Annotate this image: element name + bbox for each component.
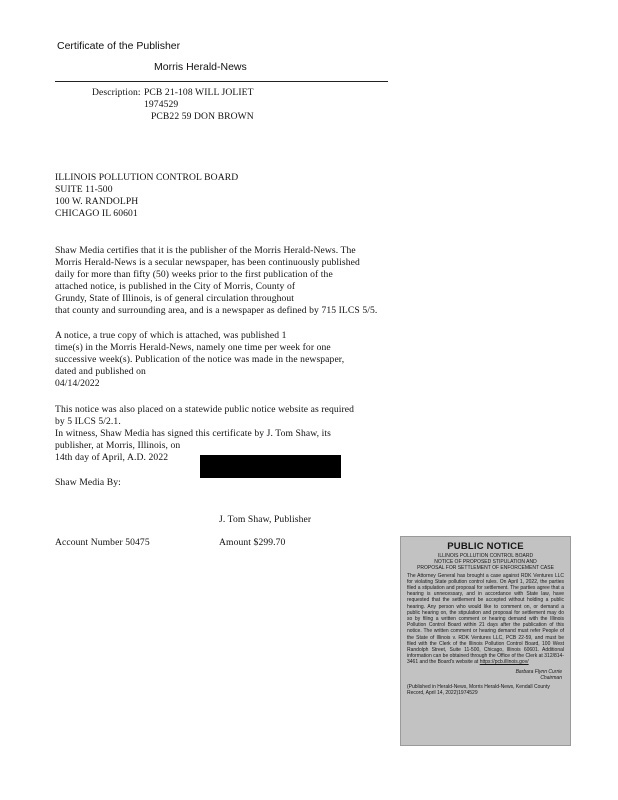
paragraph-line: by 5 ILCS 5/2.1. [55, 415, 121, 427]
clipping-body [407, 573, 564, 666]
publication-date: 04/14/2022 [55, 377, 100, 389]
paragraph-line: time(s) in the Morris Herald-News, namely one time per week for one [55, 341, 331, 353]
paragraph-line: attached notice, is published in the City of Morris, County of [55, 280, 296, 292]
header-divider [55, 81, 388, 82]
clipping-subhead: PROPOSAL FOR SETTLEMENT OF ENFORCEMENT CASE [417, 565, 554, 572]
paragraph-line: dated and published on [55, 365, 146, 377]
paragraph-line: Morris Herald-News is a secular newspaper, has been continuously published [55, 256, 360, 268]
clipping-url: https://pcb.illinois.gov/ [479, 659, 529, 666]
public-notice-clipping [400, 536, 571, 746]
clipping-subhead: NOTICE OF PROPOSED STIPULATION AND [434, 559, 537, 566]
clipping-body-text: The Attorney General has brought a case against RDK Ventures LLC for violating State pollution control rules. On April 1, 2022, the parties filed a stipulation and proposal for settlement. The parties agree that a hearing is unnecessary, and in accordance with State law, have requested that the settlement be accepted without holding a public hearing. Any person who would like to comment on, or demand a public hearing on, the stipulation and proposal for settlement may do so by filing a written comment or hearing demand with the Illinois Pollution Control Board within 21 days after the publication of this notice. The written comment or hearing demand must refer People of the State of Illinois v. RDK Ventures LLC, PCB 22-59, and must be filed with the Clerk of the Illinois Pollution Control Board, 100 West Randolph Street, Suite 11-500, Chicago, Illinois 60601. Additional information can be obtained through the Office of the Clerk at 312/814-3461 and the Board's website at [407, 572, 564, 666]
address-line: SUITE 11-500 [55, 183, 113, 195]
clipping-signer-name: Barbara Flynn Currie [515, 668, 562, 675]
description-label: Description: [92, 87, 141, 98]
certification-paragraph [55, 245, 377, 316]
description-lines [144, 87, 254, 123]
paragraph-line: Grundy, State of Illinois, is of general circulation throughout [55, 292, 295, 304]
paragraph-line: daily for more than fifty (50) weeks prior to the first publication of the [55, 268, 333, 280]
address-line: CHICAGO IL 60601 [55, 207, 138, 219]
paragraph-line: 14th day of April, A.D. 2022 [55, 451, 169, 463]
recipient-address [55, 172, 238, 220]
clipping-heading: PUBLIC NOTICE [447, 541, 524, 552]
paragraph-line: publisher, at Morris, Illinois, on [55, 439, 181, 451]
certificate-title: Certificate of the Publisher [57, 40, 181, 52]
newspaper-name: Morris Herald-News [154, 61, 247, 73]
description-line: PCB22 59 DON BROWN [151, 110, 254, 122]
address-line: 100 W. RANDOLPH [55, 195, 139, 207]
paragraph-line: successive week(s). Publication of the notice was made in the newspaper, [55, 353, 345, 365]
paragraph-line: A notice, a true copy of which is attached, was published 1 [55, 330, 287, 341]
paragraph-line: that county and surrounding area, and is a newspaper as defined by 715 ILCS 5/5. [55, 304, 378, 316]
amount-due: Amount $299.70 [219, 537, 286, 548]
description-line: PCB 21-108 WILL JOLIET [144, 87, 254, 98]
description-line: 1974529 [144, 98, 179, 110]
clipping-signer-title: Chairman [540, 674, 562, 681]
address-line: ILLINOIS POLLUTION CONTROL BOARD [55, 172, 239, 183]
account-number: Account Number 50475 [55, 537, 150, 548]
paragraph-line: Shaw Media certifies that it is the publisher of the Morris Herald-News. The [55, 245, 356, 256]
signer-name: J. Tom Shaw, Publisher [219, 514, 312, 525]
paragraph-line: In witness, Shaw Media has signed this certificate by J. Tom Shaw, its [55, 427, 331, 439]
paragraph-line: This notice was also placed on a statewide public notice website as required [55, 404, 355, 415]
redacted-signature [200, 455, 341, 478]
clipping-subhead: ILLINOIS POLLUTION CONTROL BOARD [437, 553, 534, 559]
signed-by-label: Shaw Media By: [55, 477, 121, 488]
clipping-footer: (Published in Herald-News, Morris Herald-News, Kendall County Record, April 14, 2022)1974529 [407, 684, 550, 697]
publication-paragraph [55, 330, 344, 390]
